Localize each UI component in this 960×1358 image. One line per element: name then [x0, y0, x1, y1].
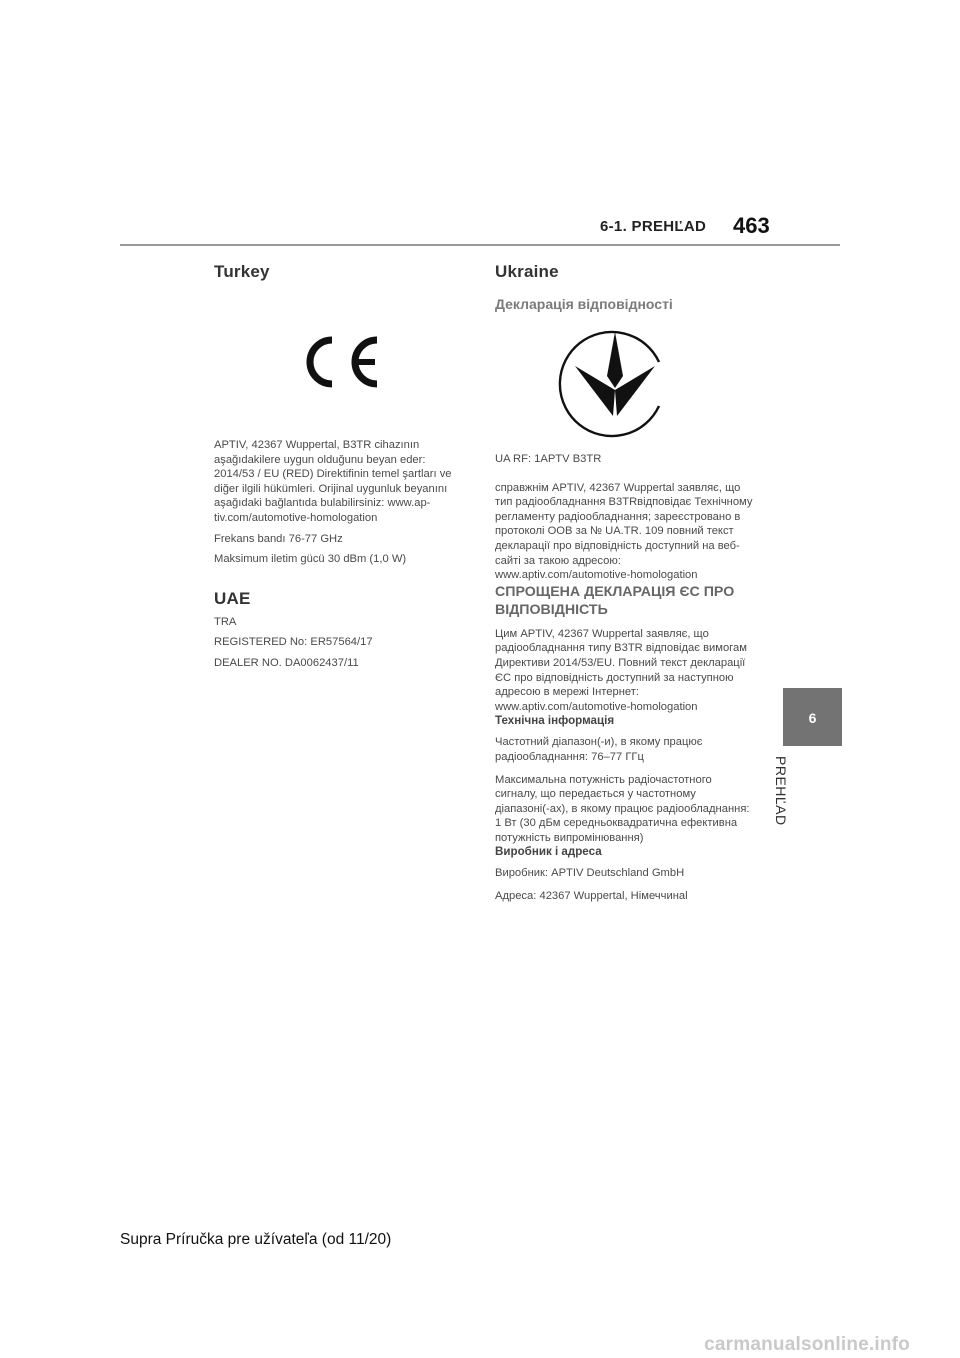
- ukraine-conformity-mark-icon: [555, 326, 671, 442]
- page-number: 463: [733, 213, 770, 238]
- uae-heading: UAE: [214, 588, 251, 608]
- watermark: carmanualsonline.info: [704, 1334, 910, 1355]
- ukraine-tech-power: Максимальна потужність радіочастотного сигналу, що передається у частотному діапазоні(-ах), в якому працює радіообладнання: 1 Вт (30 дБм середньоквадратична ефективна потужність випромінювання): [495, 773, 750, 844]
- ukraine-tech-heading: Технічна інформація: [495, 714, 615, 728]
- turkey-power: Maksimum iletim gücü 30 dBm (1,0 W): [214, 553, 407, 566]
- chapter-tab-label-text: PREHĽAD: [773, 756, 789, 826]
- ce-mark-icon: [296, 332, 382, 392]
- ukraine-eu-text: Цим APTIV, 42367 Wuppertal заявляє, що радіообладнання типу B3TR відповідає вимогам Директиви 2014/53/EU. Повний текст декларації ЄС про відповідність доступний за наступною адресою в мережі Інтернет: www.aptiv.com/automotive-homologation: [495, 627, 747, 713]
- chapter-tab-label: [773, 756, 817, 836]
- left-column: [214, 262, 464, 671]
- ukraine-rf-id: UA RF: 1APTV B3TR: [495, 453, 602, 465]
- turkey-heading: Turkey: [214, 262, 270, 281]
- turkey-declaration: APTIV, 42367 Wuppertal, B3TR cihazının aşağıdakilere uygun olduğunu beyan eder: 2014/53 / EU (RED) Direktifinin temel şartları ve diğer ilgili hükümleri. Orijinal uygunluk beyanını aşağıdaki bağlantıda bulabilirsiniz: www.ap-tiv.com/automotive-homologation: [214, 439, 452, 524]
- ukraine-subtitle: Декларація відповідності: [495, 296, 673, 312]
- header-divider: [120, 244, 840, 246]
- ukraine-maker: Виробник: APTIV Deutschland GmbH: [495, 867, 685, 880]
- ukraine-heading: Ukraine: [495, 262, 559, 281]
- uae-line2: REGISTERED No: ER57564/17: [214, 636, 373, 649]
- right-column: [495, 262, 753, 904]
- turkey-frequency: Frekans bandı 76-77 GHz: [214, 532, 343, 545]
- ukraine-declaration: справжнім APTIV, 42367 Wuppertal заявляє, що тип радіообладнання B3TRвідповідає Технічному регламенту радіообладнання; зареєстровано в протоколі OOB за № UA.TR. 109 повний текст декларації про відповідність доступний на веб-сайті за такою адресою: www.aptiv.com/automotive-homologation: [495, 481, 753, 582]
- uae-line1: TRA: [214, 615, 237, 628]
- footer-manual-title: Supra Príručka pre užívateľa (od 11/20): [120, 1231, 392, 1248]
- ukraine-eu-heading: СПРОЩЕНА ДЕКЛАРАЦІЯ ЄС ПРО ВІДПОВІДНІСТЬ: [495, 583, 735, 618]
- section-title: 6-1. PREHĽAD: [600, 218, 707, 235]
- uae-line3: DEALER NO. DA0062437/11: [214, 656, 359, 669]
- ukraine-tech-frequency: Частотний діапазон(-и), в якому працює радіообладнання: 76–77 ГГц: [495, 736, 703, 763]
- ukraine-address: Адреса: 42367 Wuppertal, Німеччинаl: [495, 890, 688, 903]
- ukraine-maker-heading: Виробник і адреса: [495, 845, 602, 859]
- chapter-tab-number: 6: [808, 710, 817, 726]
